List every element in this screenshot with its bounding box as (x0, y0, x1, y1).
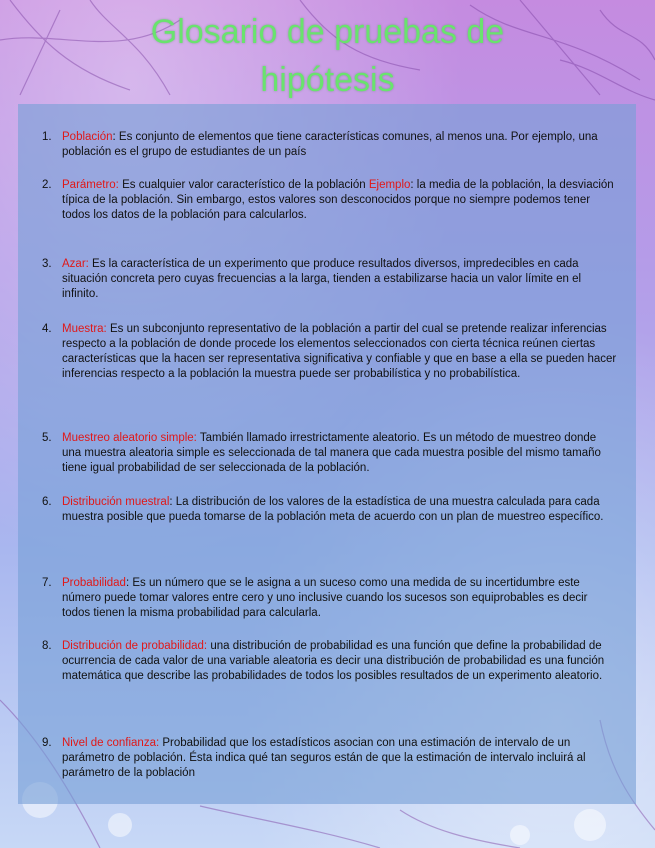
item-term: Muestreo aleatorio simple: (62, 432, 197, 444)
item-term: Distribución muestral (62, 496, 170, 508)
item-definition: Es cualquier valor característico de la población (122, 179, 369, 191)
item-definition: La distribución de los valores de la estadística de una muestra calculada para cada muestra posible que pueda tomarse de la población meta de acuerdo con un plan de muestreo específico. (62, 496, 604, 523)
item-term: Nivel de confianza: (62, 737, 160, 749)
item-definition-continued: : la media de la población, la desviación típica de la población. Sin embargo, estos valores son desconocidos porque no siempre podemos tener todos los datos de la población para calcularlos. (62, 179, 614, 221)
item-number: 9. (42, 737, 52, 749)
item-definition: Es un subconjunto representativo de la población a partir del cual se pretende realizar inferencias respecto a la población de donde procede los elementos seleccionados con cierta técnica reúnen ciertas características que la hacen ser representativa significativa y confiable y que en base a ella se pueden hacer inferencias respecto a la población la muestra puede ser probabilística y no probabilística. (62, 323, 617, 380)
item-definition: Probabilidad que los estadísticos asocian con una estimación de intervalo de un parámetro de población. Ésta indica qué tan seguros están de que la estimación de intervalo incluirá al parámetro de la población (62, 737, 586, 779)
item-term: Probabilidad (62, 577, 126, 589)
item-number: 7. (42, 577, 52, 589)
item-number: 8. (42, 640, 52, 652)
item-separator: : (112, 131, 119, 143)
glossary-panel (18, 104, 636, 804)
item-example-term: Ejemplo (368, 179, 411, 191)
item-term: Azar: (62, 258, 89, 270)
item-number: 1. (42, 131, 52, 143)
page-title-line-2: hipótesis (260, 61, 395, 99)
page-title-line-1: Glosario de pruebas de (150, 13, 505, 51)
item-number: 6. (42, 496, 52, 508)
item-term: Muestra: (62, 323, 107, 335)
page-title (0, 8, 655, 104)
item-term: Parámetro: (62, 179, 119, 191)
item-definition: También llamado irrestrictamente aleatorio. Es un método de muestreo donde una muestra aleatoria simple es seleccionada de tal manera que cada muestra posible del mismo tamaño tiene igual probabilidad de ser seleccionada de la población. (62, 432, 601, 474)
item-term: Distribución de probabilidad: (62, 640, 208, 652)
item-definition: una distribución de probabilidad es una función que define la probabilidad de ocurrencia de cada valor de una variable aleatoria es decir una distribución de probabilidad es una función matemática que describe las probabilidades de todos los posibles resultados de un experimento aleatorio. (62, 640, 605, 682)
item-definition: Es conjunto de elementos que tiene características comunes, al menos una. Por ejemplo, una población es el grupo de estudiantes de un país (62, 131, 598, 158)
item-definition: Es un número que se le asigna a un suceso como una medida de su incertidumbre este número puede tomar valores entre cero y uno inclusive cuando los sucesos son equiprobables es decir todos tienen la misma probabilidad para calcularla. (62, 577, 588, 619)
item-number: 4. (42, 323, 52, 335)
item-definition: Es la característica de un experimento que produce resultados diversos, impredecibles en cada situación concreta pero cuyas frecuencias a la larga, tienden a estabilizarse hacia un valor límite en el infinito. (62, 258, 582, 300)
item-number: 5. (42, 432, 52, 444)
item-separator: : (125, 577, 133, 589)
item-separator: : (169, 496, 176, 508)
item-number: 2. (42, 179, 52, 191)
item-number: 3. (42, 258, 52, 270)
item-term: Población (62, 131, 113, 143)
